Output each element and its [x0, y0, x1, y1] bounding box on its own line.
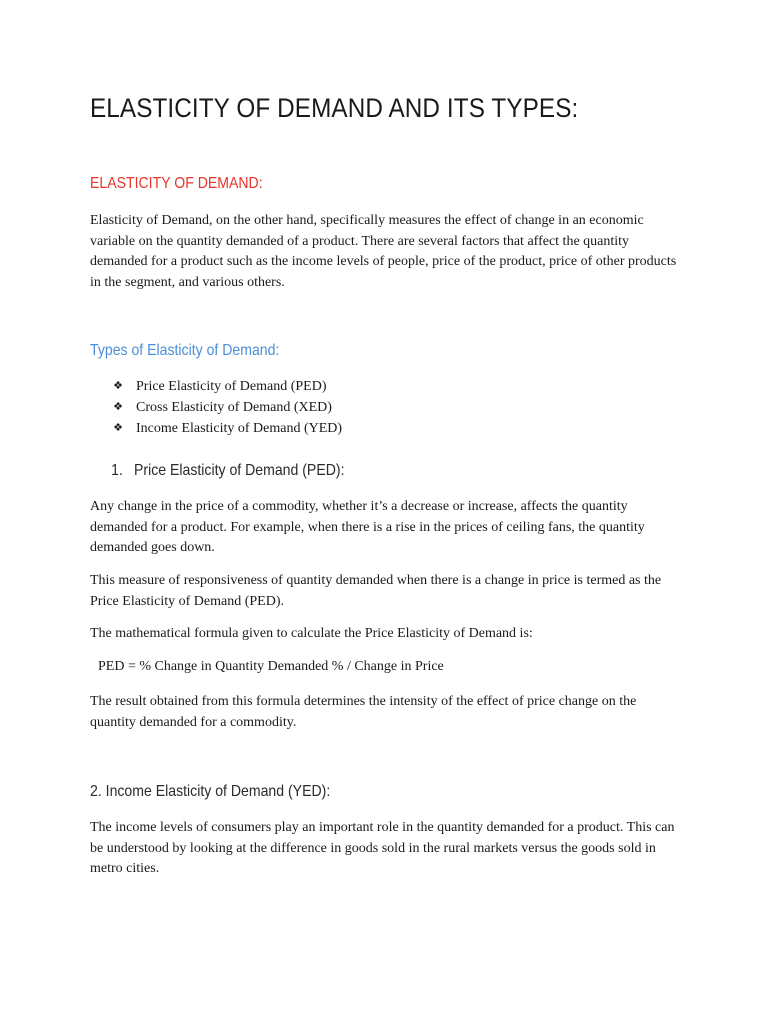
list-item-label: Income Elasticity of Demand (YED) — [136, 421, 343, 436]
list-item-label: Cross Elasticity of Demand (XED) — [136, 400, 332, 415]
list-item — [112, 397, 342, 418]
ped-paragraph-1: Any change in the price of a commodity, whether it’s a decrease or increase, affects the quantity demanded for a product. For example, when there is a rise in the prices of ceiling fans, the quantity demanded goes down. — [90, 499, 645, 555]
yed-heading: 2. Income Elasticity of Demand (YED): — [90, 783, 331, 800]
types-heading: Types of Elasticity of Demand: — [90, 342, 280, 359]
diamond-bullet-icon: ❖ — [113, 422, 123, 434]
diamond-bullet-icon: ❖ — [113, 401, 123, 413]
list-item — [112, 376, 342, 397]
diamond-bullet-icon: ❖ — [113, 380, 123, 392]
ped-paragraph-4: The result obtained from this formula determines the intensity of the effect of price change on the quantity demanded for a commodity. — [90, 694, 637, 730]
ped-paragraph-3: The mathematical formula given to calculate the Price Elasticity of Demand is: — [90, 626, 533, 641]
ped-formula: PED = % Change in Quantity Demanded % / Change in Price — [98, 659, 444, 674]
ped-heading-text: Price Elasticity of Demand (PED): — [134, 462, 345, 479]
list-item-label: Price Elasticity of Demand (PED) — [136, 379, 327, 394]
ped-heading-number: 1. — [111, 462, 123, 479]
intro-paragraph: Elasticity of Demand, on the other hand, specifically measures the effect of change in an economic variable on the quantity demanded of a product. There are several factors that affect the quantity demanded for a product such as the income levels of people, price of the product, price of other products in the segment, and various others. — [90, 213, 677, 290]
document-title: ELASTICITY OF DEMAND AND ITS TYPES: — [90, 93, 579, 123]
section-heading-elasticity: ELASTICITY OF DEMAND: — [90, 175, 263, 192]
ped-paragraph-2: This measure of responsiveness of quantity demanded when there is a change in price is termed as the Price Elasticity of Demand (PED). — [90, 573, 662, 609]
ped-heading — [90, 462, 344, 480]
types-list — [112, 376, 342, 439]
yed-paragraph-1: The income levels of consumers play an important role in the quantity demanded for a product. This can be understood by looking at the difference in goods sold in the rural markets versus the goods sold in metro cities. — [90, 820, 675, 876]
list-item — [112, 418, 342, 439]
